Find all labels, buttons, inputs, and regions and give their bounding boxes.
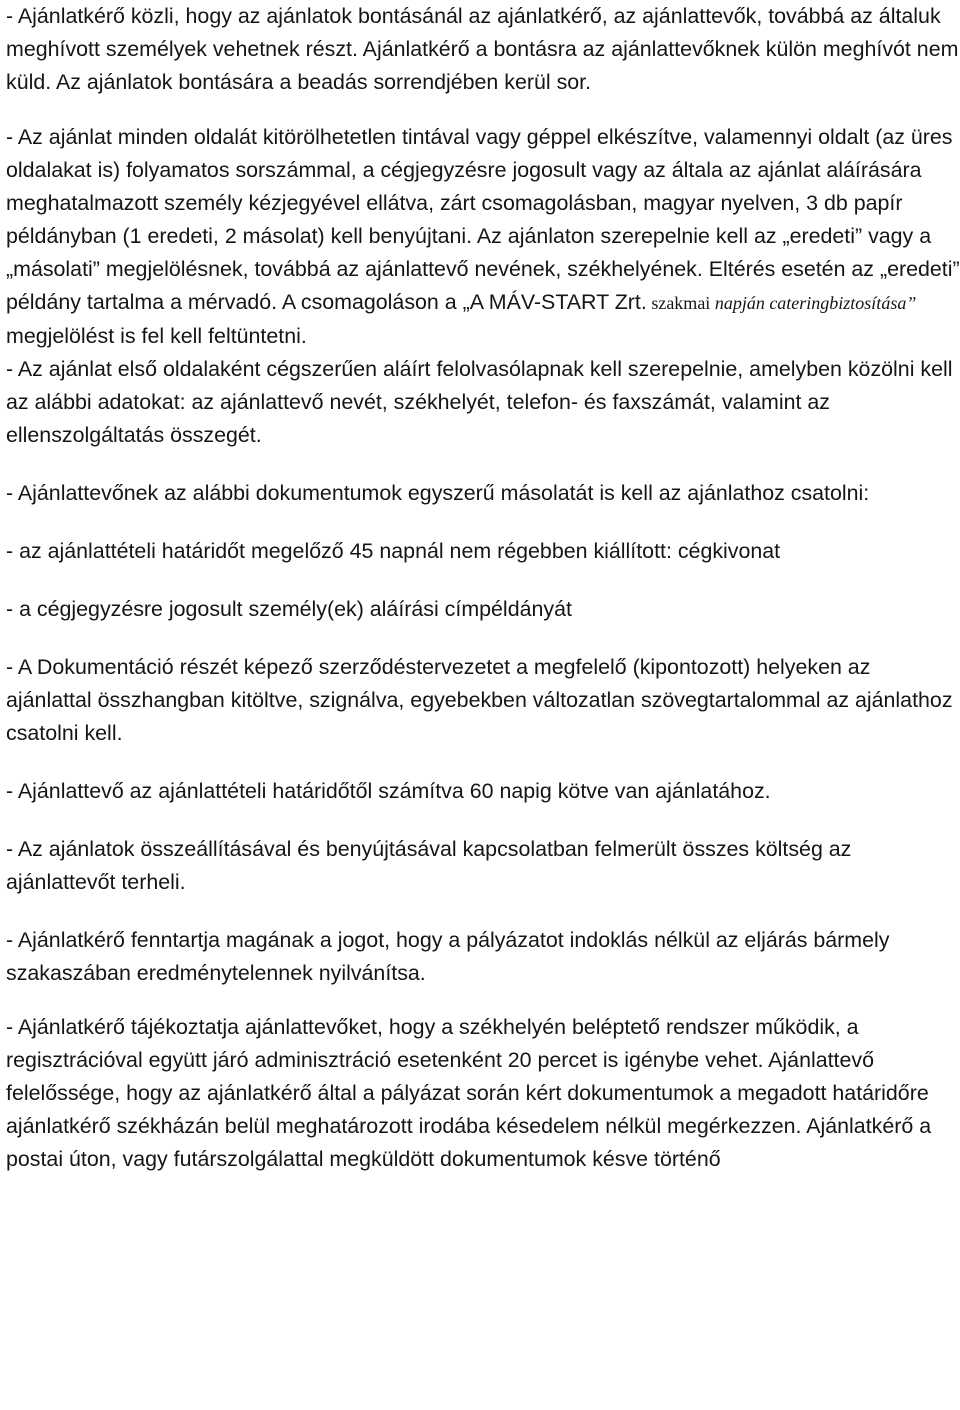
paragraph-bid-format-end: megjelölést is fel kell feltüntetni. <box>6 324 307 348</box>
paragraph-contract-draft: - A Dokumentáció részét képező szerződéstervezetet a megfelelő (kipontozott) helyeken az ajánlattal összhangban kitöltve, szignálva, egyebekben változatlan szövegtartalommal az ajánlathoz csatolni kell. <box>6 655 953 745</box>
paragraph-reading-sheet: - Az ajánlat első oldalaként cégszerűen aláírt felolvasólapnak kell szerepelnie, amelyben közölni kell az alábbi adatokat: az ajánlattevő nevét, székhelyét, telefon- és faxszámát, valamint az ellenszolgáltatás összegét. <box>6 357 953 447</box>
paragraph-bid-opening: - Ajánlatkérő közli, hogy az ajánlatok bontásánál az ajánlatkérő, az ajánlattevők, továbbá az általuk meghívott személyek vehetnek részt. Ajánlatkérő a bontásra az ajánlattevőknek külön meghívót nem küld. Az ajánlatok bontására a beadás sorrendjében kerül sor. <box>6 4 959 94</box>
list-item-signature-sample: - a cégjegyzésre jogosult személy(ek) aláírási címpéldányát <box>6 597 572 621</box>
list-item-company-extract: - az ajánlattételi határidőt megelőző 45 napnál nem régebben kiállított: cégkivonat <box>6 539 781 563</box>
paragraph-bid-format-text: - Az ajánlat minden oldalát kitörölhetetlen tintával vagy géppel elkészítve, valamennyi oldalt (az üres oldalakat is) folyamatos sorszámmal, a cégjegyzésre jogosult vagy az általa az ajánlat aláírására meghatalmazott személy kézjegyével ellátva, zárt csomagolásban, magyar nyelven, 3 db papír példányban (1 eredeti, 2 másolat) kell benyújtani. Az ajánlaton szerepelnie kell az „eredeti” vagy a „másolati” megjelölésnek, továbbá az ajánlattevő nevének, székhelyének. Eltérés esetén az „eredeti” példány tartalma a mérvadó. A csomagoláson a „A MÁV-START Zrt. <box>6 125 960 314</box>
paragraph-bid-format-italic: napján cateringbiztosítása” <box>710 293 917 313</box>
paragraph-bid-validity: - Ajánlattevő az ajánlattételi határidőtől számítva 60 napig kötve van ajánlatához. <box>6 779 771 803</box>
paragraph-entry-system: - Ajánlatkérő tájékoztatja ajánlattevőket, hogy a székhelyén beléptető rendszer működik, a regisztrációval együtt járó adminisztráció esetenként 20 percet is igénybe vehet. Ajánlattevő felelőssége, hogy az ajánlatkérő által a pályázat során kért dokumentumok a megadott határidőre ajánlatkérő székházán belül meghatározott irodába késedelem nélkül megérkezzen. Ajánlatkérő a postai úton, vagy futárszolgálattal megküldött dokumentumok késve történő <box>6 1015 932 1171</box>
paragraph-right-to-cancel: - Ajánlatkérő fenntartja magának a jogot, hogy a pályázatot indoklás nélkül az eljárás bármely szakaszában eredménytelennek nyilvánítsa. <box>6 928 890 985</box>
paragraph-costs: - Az ajánlatok összeállításával és benyújtásával kapcsolatban felmerült összes költség az ajánlattevőt terheli. <box>6 837 852 894</box>
paragraph-bid-format <box>6 121 960 353</box>
paragraph-documents-intro: - Ajánlattevőnek az alábbi dokumentumok egyszerű másolatát is kell az ajánlathoz csatolni: <box>6 481 870 505</box>
paragraph-bid-format-serif: szakmai <box>646 293 711 313</box>
